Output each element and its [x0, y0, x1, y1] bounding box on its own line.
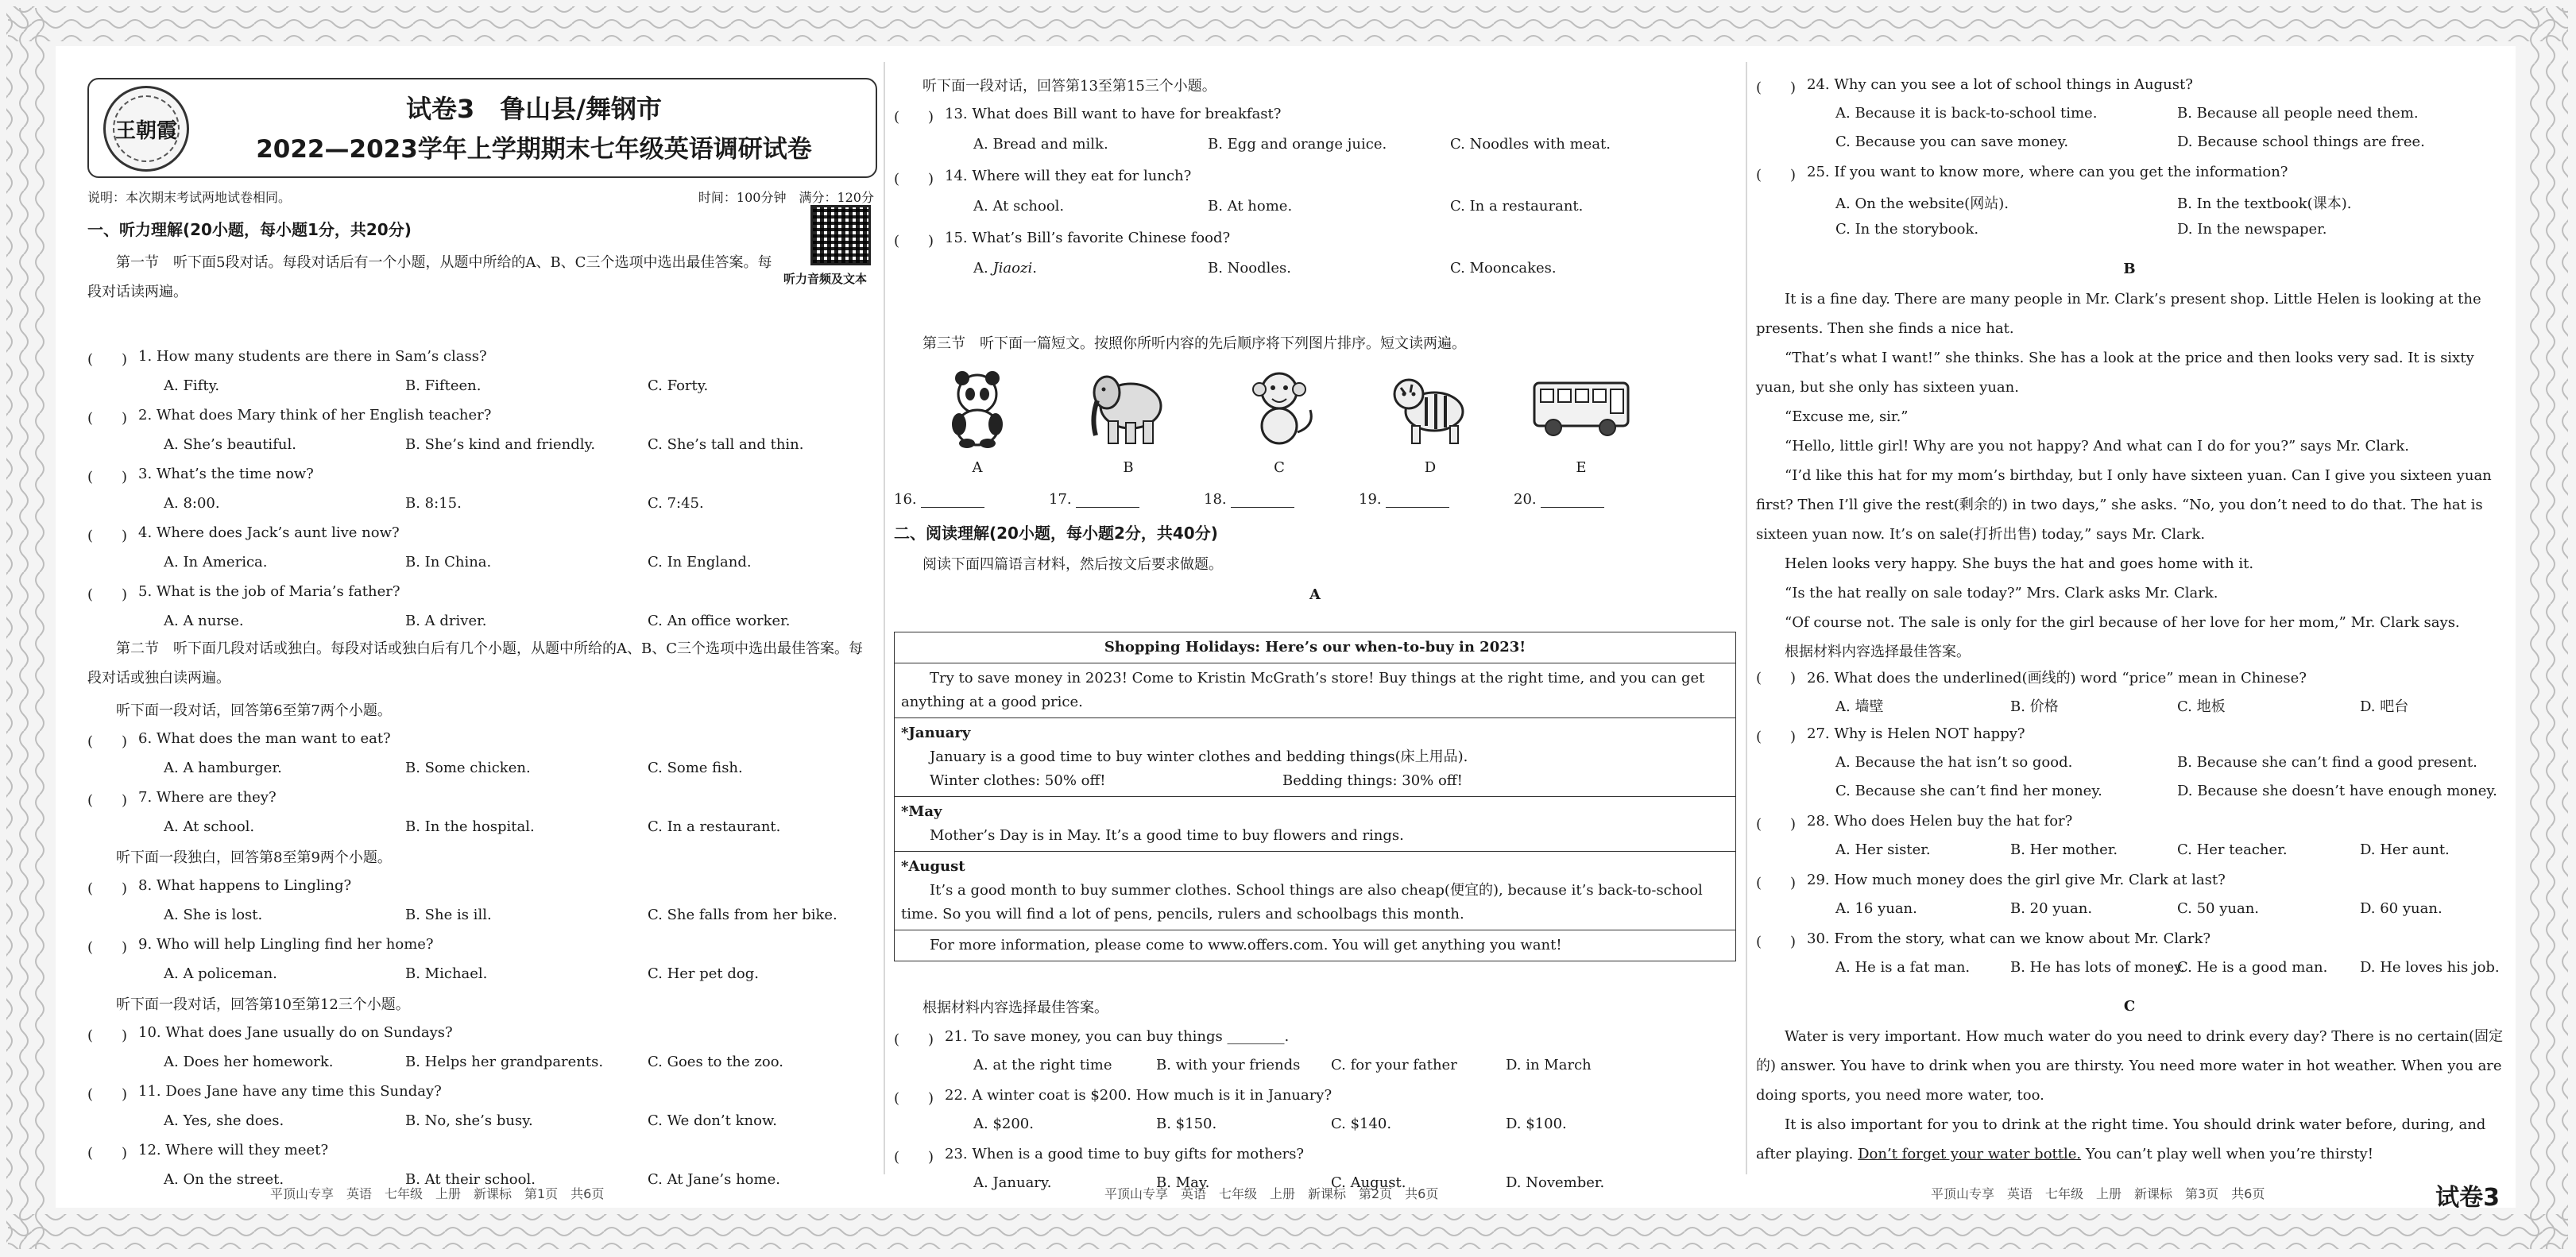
- footer-page-1: 平顶山专享 英语 七年级 上册 新课标 第1页 共6页: [270, 1186, 605, 1201]
- option-b[interactable]: B. In the textbook(课本).: [2177, 195, 2352, 212]
- c-p2a: It is also important for you to drink at the right time. You should drink water before, during, and after playing.: [1756, 1116, 2486, 1162]
- question-text: 11. Does Jane have any time this Sunday?: [138, 1083, 442, 1100]
- question-24-text: 24. Why can you see a lot of school things in August?: [1807, 76, 2193, 93]
- option-c[interactable]: C. Goes to the zoo.: [648, 1054, 783, 1070]
- table-more-info: For more information, please come to www.offers.com. You will get anything you want!: [895, 930, 1736, 961]
- picture-label: A: [972, 459, 983, 476]
- option-a[interactable]: A. In America.: [164, 554, 268, 570]
- option-b[interactable]: B. At home.: [1208, 198, 1293, 215]
- question-23-text: 23. When is a good time to buy gifts for mothers?: [945, 1146, 1305, 1162]
- exam-meta: [87, 188, 874, 206]
- b-p2-text: “That’s what I want!” she thinks. She has a look at the price and then looks very sad. It is sixty yuan, but she only has sixteen yuan.: [1756, 350, 2474, 396]
- answer-paren[interactable]: ( ): [87, 586, 128, 603]
- option-d[interactable]: D. Her aunt.: [2360, 841, 2450, 858]
- option-c[interactable]: C. She falls from her bike.: [648, 907, 837, 923]
- may-heading: *May: [901, 803, 942, 820]
- option-b[interactable]: B. He has lots of money.: [2010, 959, 2185, 976]
- option-c[interactable]: C. An office worker.: [648, 613, 791, 629]
- question-text: 13. What does Bill want to have for breakfast?: [945, 106, 1282, 122]
- blank-line[interactable]: [1076, 491, 1139, 508]
- blank-line[interactable]: [921, 491, 984, 508]
- may-text: Mother’s Day is in May. It’s a good time to buy flowers and rings.: [930, 827, 1404, 844]
- option-a[interactable]: A. Her sister.: [1835, 841, 1931, 858]
- answer-paren[interactable]: ( ): [87, 880, 128, 897]
- answer-paren[interactable]: ( ): [87, 733, 128, 750]
- table-january: [895, 718, 1736, 797]
- answer-paren[interactable]: ( ): [87, 1027, 128, 1044]
- option-a[interactable]: A. She’s beautiful.: [164, 436, 296, 453]
- option-a[interactable]: A. He is a fat man.: [1835, 959, 1971, 976]
- option-a[interactable]: A. Yes, she does.: [164, 1112, 284, 1129]
- option-c[interactable]: C. In a restaurant.: [648, 818, 781, 835]
- option-b[interactable]: B. Michael.: [405, 965, 488, 982]
- time-score: 时间：100分钟 满分：120分: [698, 190, 874, 205]
- answer-paren[interactable]: ( ): [1756, 816, 1797, 833]
- answer-paren[interactable]: ( ): [894, 1090, 934, 1107]
- option-b[interactable]: B. Some chicken.: [405, 760, 531, 776]
- cue-cue-8-9: 听下面一段独白，回答第8至第9两个小题。: [116, 849, 392, 866]
- option-a[interactable]: A. On the website(网站).: [1835, 195, 2009, 212]
- question-text: 10. What does Jane usually do on Sundays?: [138, 1024, 453, 1041]
- question-text: 12. Where will they meet?: [138, 1142, 329, 1158]
- blank-number: 18.: [1204, 491, 1232, 508]
- table-august: [895, 852, 1736, 930]
- part1-intro: 第一节 听下面5段对话。每段对话后有一个小题，从题中所给的A、B、C三个选项中选出最佳答案。每段对话读两遍。: [87, 254, 772, 300]
- answer-paren[interactable]: ( ): [87, 939, 128, 956]
- panda-picture-icon: [934, 362, 1021, 450]
- option-a[interactable]: A. Because it is back-to-school time.: [1835, 105, 2098, 122]
- option-a[interactable]: A. at the right time: [973, 1057, 1112, 1073]
- passage-b-p1: It is a fine day. There are many people in Mr. Clark’s present shop. Little Helen is looking at the presents. Then she finds a nice hat.: [1756, 291, 2481, 337]
- question-text: 5. What is the job of Maria’s father?: [138, 583, 400, 600]
- table-may: [895, 797, 1736, 852]
- picture-label: C: [1274, 459, 1285, 476]
- option-b[interactable]: B. Noodles.: [1208, 260, 1291, 277]
- passage-c-p2: [1756, 1110, 2503, 1169]
- picture-label: B: [1123, 459, 1134, 476]
- reading-intro: 阅读下面四篇语言材料，然后按文后要求做题。: [922, 556, 1223, 573]
- option-c[interactable]: C. At Jane’s home.: [648, 1171, 780, 1188]
- option-c[interactable]: C. August.: [1331, 1174, 1406, 1191]
- table-title: Shopping Holidays: Here’s our when-to-buy in 2023!: [895, 632, 1736, 663]
- page-2: [894, 46, 1736, 1191]
- option-c[interactable]: C. In a restaurant.: [1450, 198, 1584, 215]
- answer-paren[interactable]: ( ): [87, 528, 128, 544]
- answer-paren[interactable]: ( ): [1756, 875, 1797, 892]
- option-a[interactable]: A. At school.: [164, 818, 255, 835]
- option-c[interactable]: C. In the storybook.: [1835, 221, 1979, 238]
- option-c[interactable]: C. Her teacher.: [2177, 841, 2288, 858]
- option-b[interactable]: B. May.: [1156, 1174, 1210, 1191]
- passage-b-p5: “I’d like this hat for my mom’s birthday, but I only have sixteen yuan. Can I give you sixteen yuan first? Then I’ll give the rest(剩余的) in two days,” she asks. “No, you don’t need to do that. The hat is sixteen yuan now. It’s on sale(打折出售) today,” says Mr. Clark.: [1756, 467, 2492, 543]
- part2-intro: 第二节 听下面几段对话或独白。每段对话或独白后有几个小题，从题中所给的A、B、C三个选项中选出最佳答案。每段对话或独白读两遍。: [87, 640, 863, 687]
- option-a[interactable]: A. A nurse.: [164, 613, 244, 629]
- question-text: 14. Where will they eat for lunch?: [945, 168, 1192, 184]
- option-c[interactable]: C. Because you can save money.: [1835, 133, 2069, 150]
- option-b[interactable]: B. In China.: [405, 554, 492, 570]
- blank-number: 17.: [1049, 491, 1077, 508]
- january-winter: Winter clothes: 50% off!: [930, 772, 1106, 789]
- option-b[interactable]: B. 价格: [2010, 698, 2059, 715]
- option-c[interactable]: C. 50 yuan.: [2177, 900, 2260, 917]
- option-c[interactable]: C. We don’t know.: [648, 1112, 777, 1129]
- option-d[interactable]: D. In the newspaper.: [2177, 221, 2327, 238]
- paper-subtitle: 2022—2023学年上学期期末七年级英语调研试卷: [256, 135, 812, 164]
- passage-b-label: B: [2123, 261, 2136, 277]
- option-c[interactable]: C. He is a good man.: [2177, 959, 2328, 976]
- option-a[interactable]: A. 8:00.: [164, 495, 220, 512]
- january-bedding: Bedding things: 30% off!: [1282, 772, 1463, 789]
- option-c[interactable]: C. 地板: [2177, 698, 2226, 715]
- logo-text: 王朝霞: [114, 118, 177, 143]
- answer-paren[interactable]: ( ): [87, 1145, 128, 1162]
- publisher-logo: [103, 86, 189, 172]
- question-26-text: 26. What does the underlined(画线的) word “price” mean in Chinese?: [1807, 670, 2307, 687]
- answer-paren[interactable]: ( ): [894, 1031, 934, 1048]
- page-3: [1756, 46, 2503, 1182]
- option-b[interactable]: B. 20 yuan.: [2010, 900, 2093, 917]
- picture-label: D: [1424, 459, 1437, 476]
- option-b[interactable]: B. $150.: [1156, 1116, 1217, 1132]
- option-d[interactable]: D. Because she doesn’t have enough money.: [2177, 783, 2497, 799]
- elephant-picture-icon: [1085, 362, 1172, 450]
- answer-paren[interactable]: ( ): [894, 233, 934, 249]
- passage-b-p2: [1756, 343, 2503, 402]
- cue-cue-10-12: 听下面一段对话，回答第10至第12三个小题。: [116, 996, 410, 1013]
- option-b[interactable]: B. Egg and orange juice.: [1208, 136, 1387, 153]
- option-b[interactable]: B. No, she’s busy.: [405, 1112, 533, 1129]
- january-heading: *January: [901, 725, 971, 741]
- option-c[interactable]: C. $140.: [1331, 1116, 1392, 1132]
- question-text: 2. What does Mary think of her English teacher?: [138, 407, 492, 424]
- paper-title: 试卷3 鲁山县/舞钢市: [406, 94, 662, 124]
- option-b[interactable]: B. Helps her grandparents.: [405, 1054, 604, 1070]
- picture-label: E: [1576, 459, 1587, 476]
- option-c[interactable]: C. Noodles with meat.: [1450, 136, 1611, 153]
- answer-paren[interactable]: ( ): [1756, 934, 1797, 950]
- option-c[interactable]: C. Forty.: [648, 377, 709, 394]
- blank-number: 19.: [1359, 491, 1387, 508]
- passage-c-p1: Water is very important. How much water do you need to drink every day? There is no certain(固定的) answer. You have to drink when you are thirsty. You need more water in hot weather. When you are doing sports, you need more water, too.: [1756, 1028, 2503, 1104]
- exam-sheet: [56, 46, 2516, 1212]
- option-a[interactable]: A. Because the hat isn’t so good.: [1835, 754, 2073, 771]
- option-d[interactable]: D. He loves his job.: [2360, 959, 2500, 976]
- option-d[interactable]: D. Because school things are free.: [2177, 133, 2425, 150]
- answer-paren[interactable]: ( ): [894, 109, 934, 126]
- qr-label: 听力音频及文本: [783, 272, 868, 286]
- option-c[interactable]: C. Because she can’t find her money.: [1835, 783, 2102, 799]
- question-text: 15. What’s Bill’s favorite Chinese food?: [945, 230, 1231, 246]
- question-22-text: 22. A winter coat is $200. How much is it in January?: [945, 1087, 1332, 1104]
- option-c[interactable]: C. 7:45.: [648, 495, 704, 512]
- answer-paren[interactable]: ( ): [87, 469, 128, 485]
- part3-intro: 第三节 听下面一篇短文。按照你所听内容的先后顺序将下列图片排序。短文读两遍。: [922, 335, 1466, 352]
- option-a[interactable]: A. A hamburger.: [164, 760, 282, 776]
- question-28-text: 28. Who does Helen buy the hat for?: [1807, 813, 2073, 830]
- answer-paren[interactable]: ( ): [87, 410, 128, 427]
- reading-choose-b: 根据材料内容选择最佳答案。: [1785, 644, 1971, 660]
- answer-paren[interactable]: ( ): [1756, 670, 1797, 687]
- option-a[interactable]: A. A policeman.: [164, 965, 277, 982]
- shopping-holidays-table: [894, 632, 1736, 961]
- passage-a-label: A: [1309, 586, 1321, 603]
- reading-section-title: 二、阅读理解(20小题，每小题2分，共40分): [894, 524, 1218, 543]
- option-b[interactable]: B. Her mother.: [2010, 841, 2118, 858]
- answer-blank[interactable]: [1204, 491, 1294, 508]
- blank-line[interactable]: [1231, 491, 1294, 508]
- question-text: 1. How many students are there in Sam’s class?: [138, 348, 487, 365]
- option-b[interactable]: B. Because all people need them.: [2177, 105, 2419, 122]
- question-text: 3. What’s the time now?: [138, 466, 314, 482]
- august-heading: *August: [901, 858, 965, 875]
- answer-blank[interactable]: [894, 491, 984, 508]
- option-c[interactable]: C. She’s tall and thin.: [648, 436, 804, 453]
- option-b[interactable]: B. A driver.: [405, 613, 487, 629]
- answer-paren[interactable]: ( ): [1756, 79, 1797, 96]
- blank-number: 16.: [894, 491, 922, 508]
- question-29-text: 29. How much money does the girl give Mr. Clark at last?: [1807, 872, 2226, 888]
- option-c[interactable]: C. Her pet dog.: [648, 965, 759, 982]
- footer-page-3: 平顶山专享 英语 七年级 上册 新课标 第3页 共6页: [1931, 1186, 2265, 1201]
- passage-b-p4: “Hello, little girl! Why are you not happy? And what can I do for you?” says Mr. Clark.: [1785, 438, 2410, 454]
- question-text: 4. Where does Jack’s aunt live now?: [138, 524, 400, 541]
- column-divider-2: [1746, 62, 1747, 1174]
- option-c[interactable]: C. Some fish.: [648, 760, 743, 776]
- listening-section-title: 一、听力理解(20小题，每小题1分，共20分): [87, 220, 412, 239]
- blank-line[interactable]: [1541, 491, 1604, 508]
- answer-blank[interactable]: [1049, 491, 1139, 508]
- option-c[interactable]: C. for your father: [1331, 1057, 1457, 1073]
- c-p2b-underlined: Don’t forget your water bottle.: [1858, 1146, 2082, 1162]
- answer-paren[interactable]: ( ): [1756, 729, 1797, 745]
- option-b[interactable]: B. Fifteen.: [405, 377, 482, 394]
- title-box: [87, 78, 877, 178]
- bus-picture-icon: [1530, 362, 1633, 450]
- option-d[interactable]: D. in March: [1506, 1057, 1592, 1073]
- answer-paren[interactable]: ( ): [87, 351, 128, 368]
- option-d[interactable]: D. November.: [1506, 1174, 1605, 1191]
- question-25-text: 25. If you want to know more, where can you get the information?: [1807, 164, 2288, 180]
- cue-13-15: 听下面一段对话，回答第13至第15三个小题。: [922, 78, 1216, 95]
- option-d[interactable]: D. 60 yuan.: [2360, 900, 2443, 917]
- question-27-text: 27. Why is Helen NOT happy?: [1807, 725, 2025, 742]
- option-a[interactable]: A. Does her homework.: [164, 1054, 334, 1070]
- option-b[interactable]: B. At their school.: [405, 1171, 536, 1188]
- question-text: 7. Where are they?: [138, 789, 277, 806]
- option-a[interactable]: A. She is lost.: [164, 907, 263, 923]
- option-b[interactable]: B. Because she can’t find a good present.: [2177, 754, 2477, 771]
- blank-line[interactable]: [1386, 491, 1449, 508]
- column-divider: [884, 62, 885, 1174]
- answer-paren[interactable]: ( ): [87, 1086, 128, 1103]
- option-a[interactable]: A. January.: [973, 1174, 1052, 1191]
- option-b[interactable]: B. with your friends: [1156, 1057, 1301, 1073]
- question-30-text: 30. From the story, what can we know about Mr. Clark?: [1807, 930, 2211, 947]
- answer-paren[interactable]: ( ): [1756, 167, 1797, 184]
- passage-b-p8: “Of course not. The sale is only for the girl because of her love for her mom,” Mr. Clark says.: [1785, 614, 2460, 631]
- reading-choose-a: 根据材料内容选择最佳答案。: [922, 1000, 1108, 1016]
- august-text: It’s a good month to buy summer clothes. School things are also cheap(便宜的), because it’s back-to-school time. So you will find a lot of pens, pencils, rulers and schoolbags this month.: [901, 882, 1703, 922]
- question-21-text: 21. To save money, you can buy things ________.: [945, 1028, 1290, 1045]
- blank-number: 20.: [1514, 491, 1541, 508]
- answer-paren[interactable]: ( ): [87, 792, 128, 809]
- cue-cue-6-7: 听下面一段对话，回答第6至第7两个小题。: [116, 702, 392, 719]
- answer-blank[interactable]: [1514, 491, 1604, 508]
- answer-blank[interactable]: [1359, 491, 1449, 508]
- option-c[interactable]: C. In England.: [648, 554, 752, 570]
- option-a[interactable]: A. 墙壁: [1835, 698, 1884, 715]
- passage-c-label: C: [2123, 998, 2136, 1015]
- table-intro: Try to save money in 2023! Come to Kristin McGrath’s store! Buy things at the right time, and you can get anything at a good price.: [895, 663, 1736, 718]
- monkey-picture-icon: [1236, 362, 1323, 450]
- paper-number-tag: 试卷3: [2435, 1184, 2500, 1212]
- passage-b-p6: Helen looks very happy. She buys the hat and goes home with it.: [1785, 555, 2254, 572]
- option-b[interactable]: B. She’s kind and friendly.: [405, 436, 596, 453]
- question-text: 8. What happens to Lingling?: [138, 877, 352, 894]
- passage-b-p7: “Is the hat really on sale today?” Mrs. Clark asks Mr. Clark.: [1785, 585, 2218, 601]
- answer-paren[interactable]: ( ): [894, 171, 934, 188]
- january-text: January is a good time to buy winter clothes and bedding things(床上用品).: [930, 748, 1468, 765]
- page-1: [87, 46, 874, 1188]
- option-a[interactable]: A. On the street.: [164, 1171, 284, 1188]
- option-b[interactable]: B. In the hospital.: [405, 818, 535, 835]
- footer-page-2: 平顶山专享 英语 七年级 上册 新课标 第2页 共6页: [1104, 1186, 1439, 1201]
- exam-note: 说明：本次期末考试两地试卷相同。: [87, 190, 292, 205]
- option-a[interactable]: A. 16 yuan.: [1835, 900, 1917, 917]
- answer-paren[interactable]: ( ): [894, 1149, 934, 1166]
- option-a[interactable]: A. At school.: [973, 198, 1065, 215]
- option-c[interactable]: C. Mooncakes.: [1450, 260, 1557, 277]
- option-b[interactable]: B. 8:15.: [405, 495, 462, 512]
- option-a[interactable]: A. Jiaozi.: [973, 260, 1037, 277]
- option-d[interactable]: D. $100.: [1506, 1116, 1567, 1132]
- tiger-picture-icon: [1387, 362, 1474, 450]
- option-a[interactable]: A. $200.: [973, 1116, 1034, 1132]
- qr-code-icon[interactable]: [810, 205, 871, 265]
- option-a[interactable]: A. Fifty.: [164, 377, 220, 394]
- c-p2c: You can’t play well when you’re thirsty!: [2085, 1146, 2373, 1162]
- option-b[interactable]: B. She is ill.: [405, 907, 492, 923]
- passage-b-p3: “Excuse me, sir.”: [1785, 408, 1909, 425]
- question-text: 6. What does the man want to eat?: [138, 730, 391, 747]
- option-d[interactable]: D. 吧台: [2360, 698, 2409, 715]
- question-text: 9. Who will help Lingling find her home?: [138, 936, 434, 953]
- option-a[interactable]: A. Bread and milk.: [973, 136, 1108, 153]
